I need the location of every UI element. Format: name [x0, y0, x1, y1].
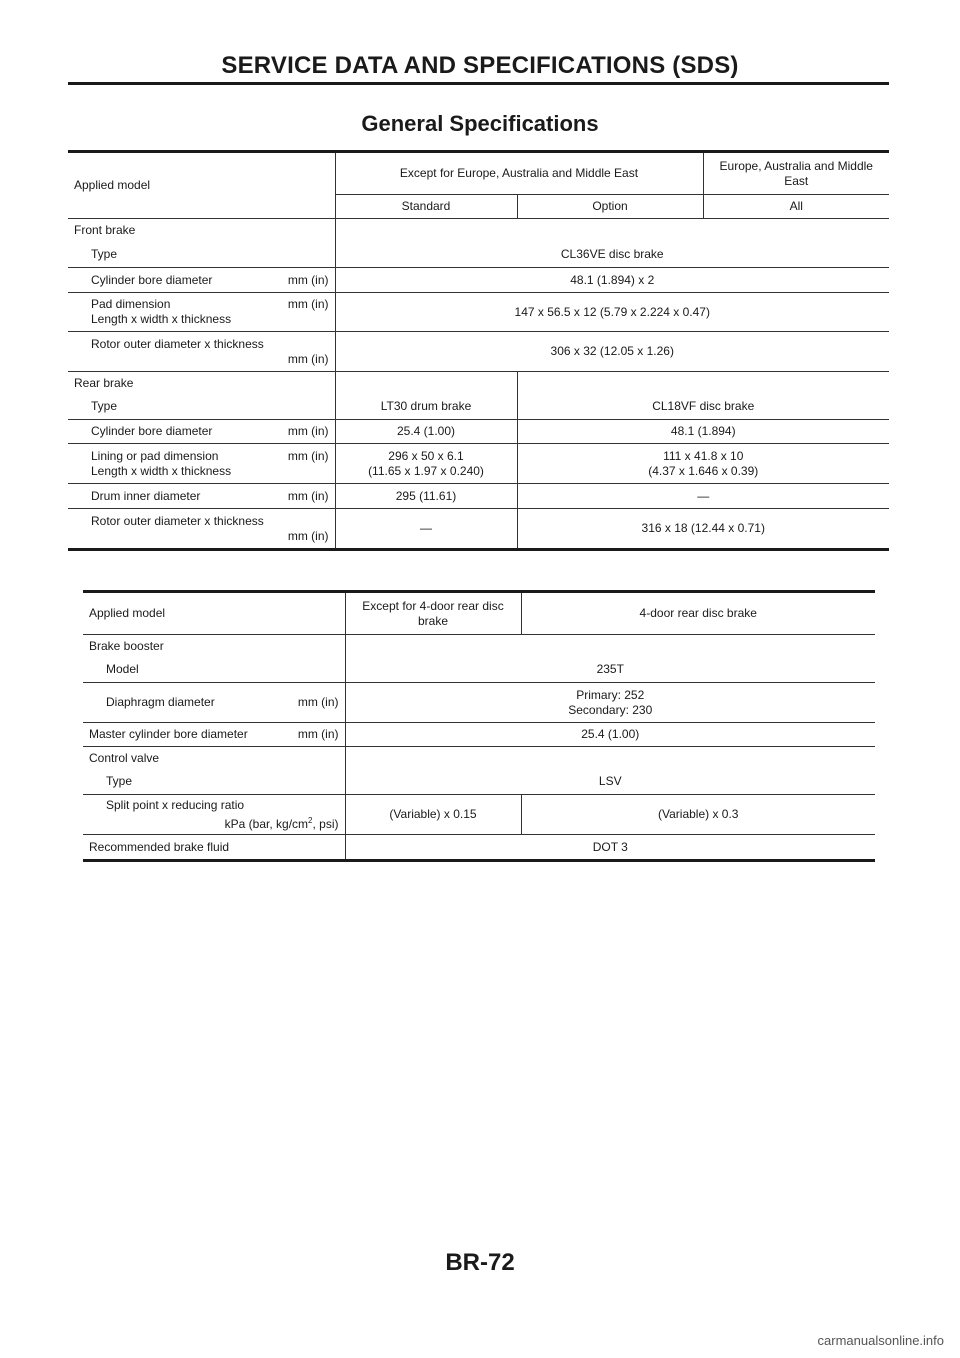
table-row — [68, 395, 889, 420]
pad-value: 147 x 56.5 x 12 (5.79 x 2.224 x 0.47) — [335, 293, 889, 332]
table-row — [83, 658, 875, 683]
master-cylinder-label: Master cylinder bore diameter — [89, 727, 248, 741]
unit-label: mm (in) — [287, 488, 329, 503]
applied-model-label: Applied model — [83, 592, 345, 635]
split-except-value: (Variable) x 0.15 — [345, 795, 521, 835]
col-header-europe: Europe, Australia and Middle East — [703, 152, 889, 195]
watermark: carmanualsonline.info — [817, 1333, 944, 1348]
front-rotor-label: Rotor outer diameter x thickness — [91, 336, 264, 351]
brake-spec-table — [68, 150, 889, 551]
drum-standard: 295 (11.61) — [335, 484, 517, 509]
table-row — [68, 293, 889, 332]
lining-standard-line1: 296 x 50 x 6.1 — [388, 448, 464, 463]
lining-label: Lining or pad dimension — [91, 448, 219, 463]
table-row — [68, 484, 889, 509]
table-row — [68, 444, 889, 484]
cv-type-label: Type — [83, 770, 345, 795]
rear-type-other: CL18VF disc brake — [517, 395, 889, 420]
lining-other-line2: (4.37 x 1.646 x 0.39) — [648, 463, 759, 478]
table-row — [83, 747, 875, 770]
diaphragm-label: Diaphragm diameter — [106, 695, 215, 709]
diaphragm-primary: Primary: 252 — [576, 687, 645, 702]
unit-label: mm (in) — [297, 727, 339, 741]
split-point-label: Split point x reducing ratio — [106, 797, 245, 812]
front-bore-value: 48.1 (1.894) x 2 — [335, 268, 889, 293]
table-row — [68, 268, 889, 293]
fluid-label: Recommended brake fluid — [83, 835, 345, 861]
pad-label: Pad dimension — [91, 297, 171, 311]
front-rotor-value: 306 x 32 (12.05 x 1.26) — [335, 332, 889, 372]
unit-label: mm (in) — [287, 528, 329, 543]
booster-spec-table — [83, 590, 875, 862]
split-unit-tail: , psi) — [312, 816, 339, 831]
rear-rotor-label: Rotor outer diameter x thickness — [91, 513, 264, 528]
rear-type-label: Type — [68, 395, 335, 420]
sub-header-standard: Standard — [335, 195, 517, 219]
table-row — [68, 332, 889, 372]
split-unit-sup: 2 — [308, 815, 313, 825]
unit-label: mm (in) — [297, 695, 339, 709]
table-row — [83, 592, 875, 635]
lining-other-line1: 111 x 41.8 x 10 — [663, 448, 744, 463]
split-unit: kPa (bar, kg/cm — [224, 816, 309, 831]
table-row — [83, 683, 875, 723]
model-value: 235T — [345, 658, 875, 683]
front-type-value: CL36VE disc brake — [335, 242, 889, 268]
rear-brake-label: Rear brake — [74, 375, 134, 390]
rear-rotor-standard: — — [335, 509, 517, 550]
brake-booster-label: Brake booster — [89, 638, 164, 653]
table-row — [83, 723, 875, 747]
applied-model-label: Applied model — [68, 152, 335, 219]
header-rule — [68, 82, 889, 85]
unit-label: mm (in) — [287, 424, 329, 438]
lining-label-sub: Length x width x thickness — [91, 463, 232, 478]
rear-bore-standard: 25.4 (1.00) — [335, 420, 517, 444]
model-label: Model — [83, 658, 345, 683]
front-bore-label: Cylinder bore diameter — [91, 272, 213, 287]
col-header-rear-disc: 4-door rear disc brake — [521, 592, 875, 635]
col-header-except: Except for Europe, Australia and Middle East — [335, 152, 703, 195]
page-title: General Specifications — [361, 111, 599, 136]
control-valve-label: Control valve — [89, 750, 160, 765]
front-type-label: Type — [68, 242, 335, 268]
sub-header-option: Option — [517, 195, 703, 219]
lining-standard-line2: (11.65 x 1.97 x 0.240) — [368, 463, 484, 478]
unit-label: mm (in) — [287, 351, 329, 366]
table-row — [83, 795, 875, 835]
master-cylinder-value: 25.4 (1.00) — [345, 723, 875, 747]
section-header: SERVICE DATA AND SPECIFICATIONS (SDS) — [221, 52, 739, 79]
table-row — [68, 152, 889, 195]
front-brake-label: Front brake — [74, 222, 136, 237]
unit-label: mm (in) — [287, 448, 329, 463]
unit-label: mm (in) — [287, 297, 329, 311]
rear-type-standard: LT30 drum brake — [335, 395, 517, 420]
table-row — [68, 420, 889, 444]
table-row — [68, 509, 889, 550]
diaphragm-secondary: Secondary: 230 — [568, 702, 653, 717]
drum-label: Drum inner diameter — [91, 488, 201, 503]
split-disc-value: (Variable) x 0.3 — [521, 795, 875, 835]
table-row — [83, 770, 875, 795]
table-row — [68, 242, 889, 268]
unit-label: mm (in) — [287, 272, 329, 287]
rear-rotor-other: 316 x 18 (12.44 x 0.71) — [517, 509, 889, 550]
cv-type-value: LSV — [345, 770, 875, 795]
pad-label-sub: Length x width x thickness — [91, 312, 232, 326]
table-row — [68, 219, 889, 242]
drum-other: — — [517, 484, 889, 509]
page-number: BR-72 — [445, 1249, 515, 1276]
sub-header-all: All — [703, 195, 889, 219]
rear-bore-other: 48.1 (1.894) — [517, 420, 889, 444]
table-row — [83, 635, 875, 658]
table-row — [68, 372, 889, 395]
rear-bore-label: Cylinder bore diameter — [91, 424, 213, 438]
table-row — [83, 835, 875, 861]
fluid-value: DOT 3 — [345, 835, 875, 861]
col-header-except-rear-disc: Except for 4-door rear disc brake — [345, 592, 521, 635]
